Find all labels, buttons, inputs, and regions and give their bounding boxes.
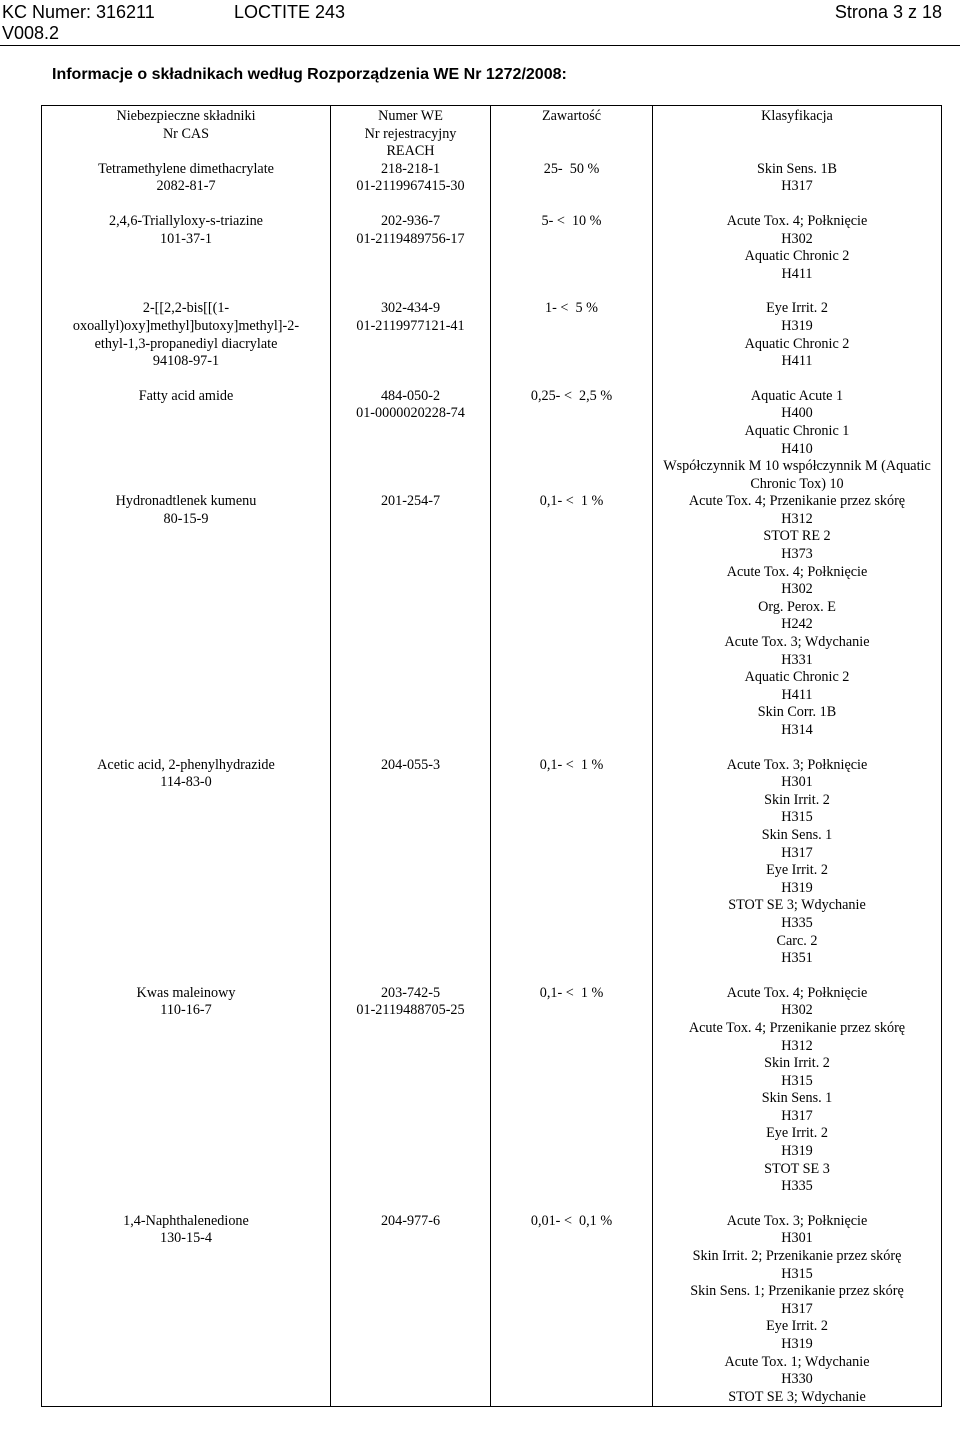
cell-line: 302-434-9 xyxy=(380,300,441,317)
cell-line: H302 xyxy=(781,230,813,247)
cell-line: Acute Tox. 4; Przenikanie przez skórę xyxy=(688,493,906,510)
cell-line: Tetramethylene dimethacrylate xyxy=(98,160,274,177)
cell-line: Skin Irrit. 2 xyxy=(764,791,830,808)
col-header-name xyxy=(42,106,331,161)
classification-cell xyxy=(653,161,942,213)
cell-line: H317 xyxy=(781,844,813,861)
cell-line: H335 xyxy=(781,914,813,931)
cell-line: oxoallyl)oxy]methyl]butoxy]methyl]-2- xyxy=(72,317,300,334)
product-name: LOCTITE 243 xyxy=(234,2,346,22)
cell-line: 80-15-9 xyxy=(163,510,209,527)
classification-cell xyxy=(653,300,942,387)
cell-line: H319 xyxy=(781,1143,813,1160)
cell-line: 2082-81-7 xyxy=(156,178,216,195)
ec-number-cell xyxy=(331,388,491,494)
table-row xyxy=(42,1213,942,1407)
cell-line: Acetic acid, 2-phenylhydrazide xyxy=(97,756,275,773)
components-table xyxy=(41,105,942,1407)
cell-line: H335 xyxy=(781,1178,813,1195)
col-header-ec xyxy=(331,106,491,161)
concentration-value: 1- < 5 % xyxy=(545,300,598,317)
component-name-cell xyxy=(42,493,331,756)
cell-line: H301 xyxy=(781,1230,813,1247)
concentration-value: 25- 50 % xyxy=(543,160,600,177)
concentration-value: 5- < 10 % xyxy=(541,212,602,229)
component-name-cell xyxy=(42,300,331,387)
cell-line: Skin Corr. 1B xyxy=(757,704,837,721)
header-line: Numer WE xyxy=(378,108,443,124)
cell-line: Eye Irrit. 2 xyxy=(766,1125,828,1142)
cell-line: H319 xyxy=(781,1336,813,1352)
cell-line: 114-83-0 xyxy=(160,774,212,791)
header-divider xyxy=(0,45,960,46)
cell-line: 01-2119488705-25 xyxy=(356,1002,465,1019)
cell-line: H312 xyxy=(781,1037,813,1054)
cell-line: Eye Irrit. 2 xyxy=(766,1318,828,1335)
cell-line: Aquatic Chronic 2 xyxy=(744,248,850,265)
cell-line: H317 xyxy=(781,1107,813,1124)
cell-line: STOT SE 3; Wdychanie xyxy=(728,1388,866,1405)
ec-number-cell xyxy=(331,493,491,756)
cell-line: Skin Irrit. 2 xyxy=(764,1055,830,1072)
cell-line: H317 xyxy=(781,1300,813,1317)
classification-cell xyxy=(653,213,942,300)
cell-line: 204-055-3 xyxy=(380,756,441,773)
concentration-value: 0,1- < 1 % xyxy=(539,984,604,1001)
component-name-cell xyxy=(42,213,331,300)
cell-line: 204-977-6 xyxy=(380,1212,441,1229)
cell-line: H410 xyxy=(781,440,813,457)
concentration-cell xyxy=(491,213,653,300)
cell-line: H411 xyxy=(781,353,813,370)
cell-line: 101-37-1 xyxy=(159,230,212,247)
cell-line: Acute Tox. 3; Połknięcie xyxy=(726,1212,868,1229)
cell-line: Kwas maleinowy xyxy=(136,984,236,1001)
cell-line: 130-15-4 xyxy=(159,1230,212,1247)
cell-line: H242 xyxy=(781,616,813,633)
component-name-cell xyxy=(42,985,331,1213)
concentration-cell xyxy=(491,493,653,756)
cell-line: Aquatic Chronic 1 xyxy=(744,422,850,439)
concentration-value: 0,1- < 1 % xyxy=(539,493,604,510)
table-header-row xyxy=(42,106,942,161)
concentration-value: 0,25- < 2,5 % xyxy=(530,387,613,404)
cell-line: Carc. 2 xyxy=(776,932,818,949)
component-name-cell xyxy=(42,388,331,494)
kc-number: KC Numer: 316211 xyxy=(2,2,155,22)
concentration-value: 0,01- < 0,1 % xyxy=(530,1212,613,1229)
classification-cell xyxy=(653,757,942,985)
concentration-cell xyxy=(491,388,653,494)
ec-number-cell xyxy=(331,1213,491,1407)
cell-line: H331 xyxy=(781,651,813,668)
cell-line: Skin Sens. 1 xyxy=(761,1090,833,1107)
cell-line: 1,4-Naphthalenedione xyxy=(123,1212,249,1229)
ec-number-cell xyxy=(331,161,491,213)
cell-line: H315 xyxy=(781,809,813,826)
cell-line: H319 xyxy=(781,879,813,896)
page-number: Strona 3 z 18 xyxy=(834,2,942,22)
cell-line: 202-936-7 xyxy=(380,212,441,229)
concentration-value: 0,1- < 1 % xyxy=(539,756,604,773)
cell-line: STOT SE 3; Wdychanie xyxy=(728,897,866,914)
table-row xyxy=(42,300,942,387)
cell-line: Org. Perox. E xyxy=(758,598,836,615)
cell-line: H312 xyxy=(781,510,813,527)
cell-line: H301 xyxy=(781,774,813,791)
cell-line: H400 xyxy=(781,405,813,422)
cell-line: 2,4,6-Triallyloxy-s-triazine xyxy=(109,212,263,229)
cell-line: Skin Sens. 1 xyxy=(761,826,833,843)
table-row xyxy=(42,985,942,1213)
ec-number-cell xyxy=(331,300,491,387)
col-header-conc xyxy=(491,106,653,161)
component-name-cell xyxy=(42,757,331,985)
table-row xyxy=(42,213,942,300)
ec-number-cell xyxy=(331,985,491,1213)
cell-line: H302 xyxy=(781,581,813,598)
cell-line: H351 xyxy=(781,950,813,967)
header-line: REACH xyxy=(386,143,435,160)
cell-line: Eye Irrit. 2 xyxy=(766,862,828,879)
table-row xyxy=(42,757,942,985)
cell-line: Acute Tox. 3; Połknięcie xyxy=(726,756,868,773)
cell-line: 484-050-2 xyxy=(380,387,441,404)
ec-number-cell xyxy=(331,213,491,300)
cell-line: Skin Irrit. 2; Przenikanie przez skórę xyxy=(692,1248,902,1265)
cell-line: 94108-97-1 xyxy=(152,353,220,370)
cell-line: 2-[[2,2-bis[[(1- xyxy=(142,300,230,317)
page-header xyxy=(0,0,960,46)
cell-line: Acute Tox. 4; Przenikanie przez skórę xyxy=(688,1019,906,1036)
cell-line: H315 xyxy=(781,1072,813,1089)
component-name-cell xyxy=(42,1213,331,1407)
cell-line: 203-742-5 xyxy=(380,984,441,1001)
cell-line: Acute Tox. 4; Połknięcie xyxy=(726,563,868,580)
cell-line: H319 xyxy=(781,317,813,334)
concentration-cell xyxy=(491,1213,653,1407)
cell-line: Eye Irrit. 2 xyxy=(766,300,828,317)
cell-line: ethyl-1,3-propanediyl diacrylate xyxy=(94,335,278,352)
cell-line: Skin Sens. 1; Przenikanie przez skórę xyxy=(690,1283,904,1300)
cell-line: Skin Sens. 1B xyxy=(756,160,838,177)
cell-line: Współczynnik M 10 współczynnik M (Aquatic Chronic Tox) 10 xyxy=(663,458,931,492)
concentration-cell xyxy=(491,161,653,213)
cell-line: 110-16-7 xyxy=(160,1002,212,1019)
cell-line: 218-218-1 xyxy=(380,160,441,177)
cell-line: Acute Tox. 4; Połknięcie xyxy=(726,212,868,229)
classification-cell xyxy=(653,388,942,494)
header-line: Zawartość xyxy=(541,108,602,124)
cell-line: H302 xyxy=(781,1002,813,1019)
cell-line: Aquatic Chronic 2 xyxy=(744,335,850,352)
classification-cell xyxy=(653,493,942,756)
cell-line: 01-2119967415-30 xyxy=(356,178,465,195)
cell-line: H411 xyxy=(781,686,813,703)
header-line: Klasyfikacja xyxy=(761,108,833,124)
header-line: Niebezpieczne składniki xyxy=(116,108,256,124)
version: V008.2 xyxy=(2,23,60,43)
table-row xyxy=(42,493,942,756)
concentration-cell xyxy=(491,985,653,1213)
cell-line: Acute Tox. 1; Wdychanie xyxy=(724,1353,870,1370)
cell-line: STOT RE 2 xyxy=(763,528,831,545)
classification-cell xyxy=(653,985,942,1213)
cell-line: 01-2119977121-41 xyxy=(356,317,465,334)
table-row xyxy=(42,161,942,213)
cell-line: H317 xyxy=(781,178,813,195)
cell-line: Hydronadtlenek kumenu xyxy=(115,493,257,510)
classification-cell xyxy=(653,1213,942,1407)
concentration-cell xyxy=(491,757,653,985)
cell-line: H330 xyxy=(781,1371,813,1388)
cell-line: Aquatic Acute 1 xyxy=(750,387,844,404)
component-name-cell xyxy=(42,161,331,213)
cell-line: H373 xyxy=(781,546,813,563)
header-line: Nr CAS xyxy=(162,125,210,142)
cell-line: 01-0000020228-74 xyxy=(356,405,465,422)
cell-line: Fatty acid amide xyxy=(138,387,234,404)
cell-line: H411 xyxy=(781,265,813,282)
cell-line: STOT SE 3 xyxy=(764,1160,830,1177)
ec-number-cell xyxy=(331,757,491,985)
cell-line: H314 xyxy=(781,722,813,738)
table-row xyxy=(42,388,942,494)
concentration-cell xyxy=(491,300,653,387)
header-line: Nr rejestracyjny xyxy=(364,125,457,142)
cell-line: 201-254-7 xyxy=(380,493,441,510)
cell-line: Aquatic Chronic 2 xyxy=(744,669,850,686)
cell-line: H315 xyxy=(781,1265,813,1282)
section-title: Informacje o składnikach według Rozporządzenia WE Nr 1272/2008: xyxy=(52,66,567,83)
cell-line: 01-2119489756-17 xyxy=(356,230,465,247)
cell-line: Acute Tox. 4; Połknięcie xyxy=(726,984,868,1001)
cell-line: Acute Tox. 3; Wdychanie xyxy=(724,634,870,651)
col-header-class xyxy=(653,106,942,161)
